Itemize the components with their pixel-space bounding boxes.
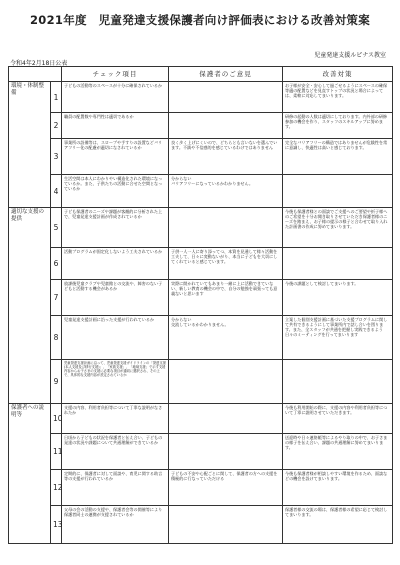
table-header-row <box>9 67 393 82</box>
table-row <box>9 139 393 175</box>
table-row <box>9 82 393 113</box>
row-number: 7 <box>51 280 62 316</box>
improvement-action: 今後の課題として検討してまいります。 <box>283 280 393 316</box>
check-item: 支援の内容、利用者負担等について丁寧な説明がなされたか <box>62 404 169 434</box>
row-number: 5 <box>51 208 62 248</box>
publish-date: 令和4年2月18日公表 <box>10 60 68 67</box>
improvement-action: 立案した個別支援計画に基づいた支援プログラムに関して共有できるようにして事業所内で話し合いを図ります。また、全スタッフが共通を把握し実践できるよう日々のミーティングを行ってまいります <box>283 316 393 360</box>
check-item: 職員の配置数や専門性は適切であるか <box>62 113 169 139</box>
header-guardian-opinion: 保護者のご意見 <box>169 67 283 82</box>
category-cell: 環境・体制整備 <box>9 82 51 208</box>
row-number: 6 <box>51 248 62 280</box>
category-cell: 適切な支援の提供 <box>9 208 51 404</box>
check-item: 日頃から子どもの状況を保護者と伝え合い、子どもの発達の状況や課題について共通理解ができているか <box>62 434 169 470</box>
row-number: 3 <box>51 139 62 175</box>
guardian-opinion: 子供一人一人に寄り添ってつ、本質を見通して様々活動を工夫して、日々に変動ないがり、本当に子どもを大切にしてくれていると感じています。 <box>169 248 283 280</box>
check-item: 事業所の設備等は、スロープや手すりの設置などバリアフリー化の配慮が適切になされているか <box>62 139 169 175</box>
check-item: 活動プログラムが固定化しないよう工夫されているか <box>62 248 169 280</box>
evaluation-table <box>8 66 393 544</box>
improvement-action: お子様が安全・安心して過ごせるようにスペースの確保等適の配置などを見直すトップの状況と場合によっては、柔軟に対応してまいります。 <box>283 82 393 113</box>
guardian-opinion <box>169 506 283 544</box>
table-row <box>9 208 393 248</box>
check-item: 放課後児童クラブや児童館との交流や、障害のない子どもと活動する機会があるか <box>62 280 169 316</box>
guardian-opinion <box>169 82 283 113</box>
row-number: 8 <box>51 316 62 360</box>
improvement-action: 研修の起動の人数は適切にしております。内外部の研修参加の機会を作り、スタッフのスキルアップに努めます。 <box>283 113 393 139</box>
category-cell: 保護者への説明等 <box>9 404 51 544</box>
guardian-opinion <box>169 434 283 470</box>
row-number: 4 <box>51 175 62 208</box>
guardian-opinion: 実際に開かれていてもあまり一緒に上に活動できていない、新しい教育の機会の中で、自分の勉強を頑張っても意義ないと思います <box>169 280 283 316</box>
improvement-action: 今後も保護者様が相談しやすい環境を作るため、面談などの機会を設けてまいります。 <box>283 470 393 506</box>
page-title: 2021年度 児童発達支援保護者向け評価表における改善対策案 <box>29 13 370 27</box>
row-number: 9 <box>51 360 62 404</box>
row-number: 10 <box>51 404 62 434</box>
table-row <box>9 280 393 316</box>
header-check-item: チェック項目 <box>62 67 169 82</box>
guardian-opinion <box>169 404 283 434</box>
organization-name: 児童発達支援ルピナス教室 <box>314 52 386 59</box>
improvement-action: 今後も保護者様との面談でご支援へのご要望や折子様へのご希望を十分お聞き取りさせていただき保護者様のニーズを踏まえ、お子様の提示の様子と合わせて取り入れた計画書の作成に努めてまいります。 <box>283 208 393 248</box>
improvement-action: 保護者様の交流の場は、保護者様の希望に応じて検討してまいります。 <box>283 506 393 544</box>
improvement-action <box>283 248 393 280</box>
improvement-action: 送迎時や日々連絡帳等によるやり取りの中で、お子さまの様子を伝え合い、課題の共通理解に努めてまいります。 <box>283 434 393 470</box>
guardian-opinion <box>169 360 283 404</box>
table-row <box>9 316 393 360</box>
improvement-action <box>283 360 393 404</box>
row-number: 11 <box>51 434 62 470</box>
check-item: 生活空間は本人にわかりやい構造化された環境になっているか。また、子供たちの活動に合せた空間となっているか <box>62 175 169 208</box>
table-row <box>9 360 393 404</box>
improvement-action <box>283 175 393 208</box>
check-item: 子ども保護者のニーズや課題が客観的に分析された上で、児童発達支援計画が作成されているか <box>62 208 169 248</box>
check-item: 児童発達支援計画に沿って、児童発達支援ガイドラインの「発達支援(本人支援及び移行支援)」、「家族支援」、「地域支援」で示す支援内容からお子さまの支援に必要な項目が適切に選択され、その上で、具体的な支援内容が設定されているか <box>62 360 169 404</box>
row-number: 12 <box>51 470 62 506</box>
check-item: 子どもの活動等のスペースが十分に確保されているか <box>62 82 169 113</box>
table-row <box>9 175 393 208</box>
check-item: 父母の会の活動の支援や、保護者会等の開催等により保護者同士の連携が支援されているか <box>62 506 169 544</box>
row-number: 13 <box>51 506 62 544</box>
guardian-opinion <box>169 208 283 248</box>
check-item: 児童発達支援計画に沿った支援が行われているか <box>62 316 169 360</box>
row-number: 2 <box>51 113 62 139</box>
table-row <box>9 404 393 434</box>
improvement-action: 今後も利用開始の際に、支援の内容や利用者負担等について丁寧に説明させていただきます。 <box>283 404 393 434</box>
table-row <box>9 506 393 544</box>
header-improvement: 改善対策 <box>283 67 393 82</box>
table-row <box>9 248 393 280</box>
header-category <box>9 67 62 82</box>
guardian-opinion: 分からない バリアフリーになっているかわかりません。 <box>169 175 283 208</box>
table-row <box>9 434 393 470</box>
check-item: 定期的に、保護者に対して面談や、育児に関する助言等の支援が行われているか <box>62 470 169 506</box>
guardian-opinion: 分からない 交流しているかわかりません。 <box>169 316 283 360</box>
improvement-action: 完全なバリアフリーの構造ではありませんが危険性を常に意識し、快適性は高いと感じております。 <box>283 139 393 175</box>
table-row <box>9 470 393 506</box>
row-number: 1 <box>51 82 62 113</box>
guardian-opinion <box>169 113 283 139</box>
table-row <box>9 113 393 139</box>
guardian-opinion: 良く歩く上げにくいので、どちらとも言いないを選んでいます。不満や不信感的を感じているわけではありません <box>169 139 283 175</box>
guardian-opinion: 子どもの不安や心配ごとに関して、保護者の方への支援を積極的に行なっていただける <box>169 470 283 506</box>
